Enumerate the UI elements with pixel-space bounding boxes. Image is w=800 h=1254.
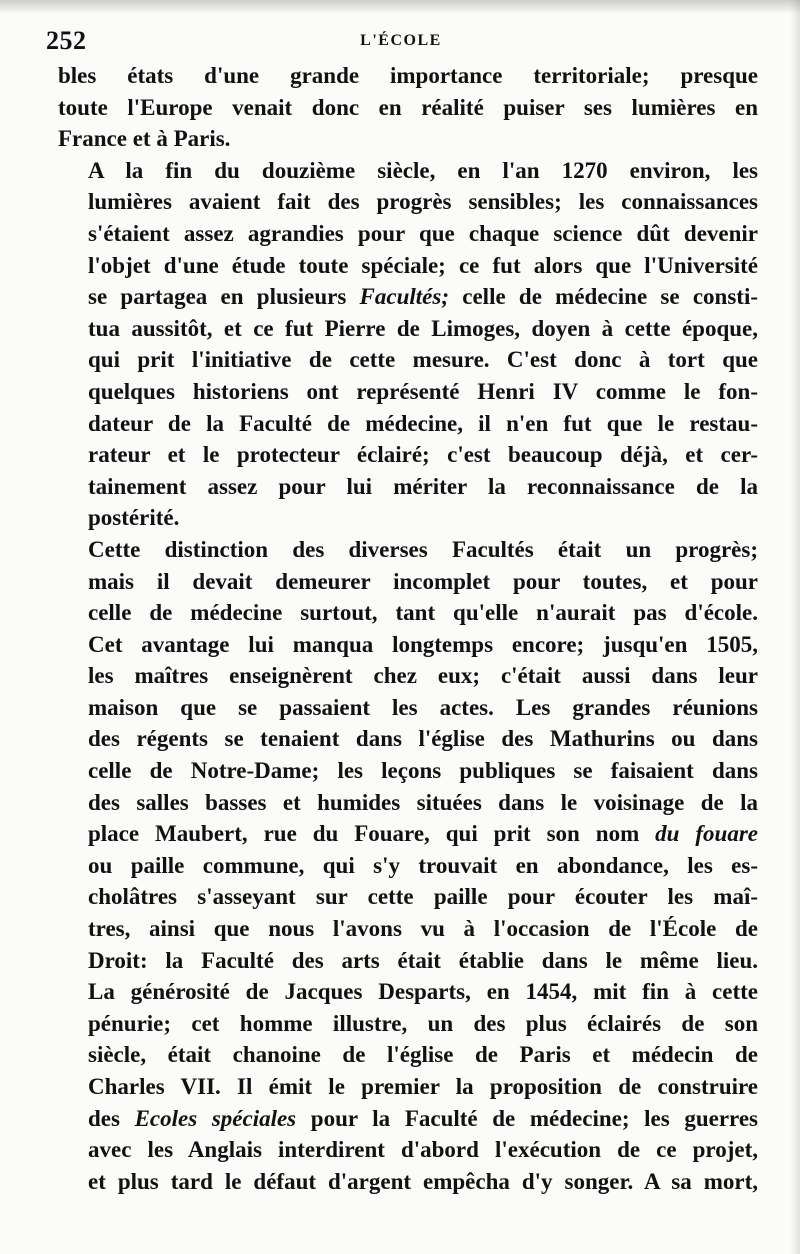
text-run: l'objet d'une étude toute spéciale; ce fut alors que l'Université [88, 252, 758, 278]
text-run: pénurie; cet homme illustre, un des plus éclairés de son [88, 1010, 758, 1036]
text-line [58, 534, 758, 566]
text-line [58, 1071, 758, 1103]
body-text [58, 60, 758, 1197]
text-run: Charles VII. Il émit le premier la proposition de construire [88, 1074, 758, 1099]
text-run: les maîtres enseignèrent chez eux; c'était aussi dans leur [88, 663, 758, 689]
text-run: cholâtres s'asseyant sur cette paille pour écouter les maî- [88, 884, 758, 910]
page-header [46, 24, 756, 64]
text-line [58, 123, 758, 155]
text-run: Cet avantage lui manqua longtemps encore; jusqu'en 1505, [88, 631, 758, 657]
text-line [58, 1166, 758, 1198]
text-line [58, 629, 758, 661]
text-line [58, 1134, 758, 1166]
text-line [58, 408, 758, 440]
text-run: A la fin du douzième siècle, en l'an 1270 environ, les [88, 157, 758, 183]
text-line [58, 660, 758, 692]
text-run: maison que se passaient les actes. Les grandes réunions [88, 694, 758, 720]
text-line [58, 376, 758, 408]
text-run: celle de médecine se consti- [449, 284, 758, 310]
paragraph [58, 155, 758, 534]
text-run: dateur de la Faculté de médecine, il n'en fut que le restau- [88, 410, 758, 436]
page-edge-shadow [0, 0, 800, 14]
text-run: Cette distinction des diverses Facultés était un progrès; [88, 536, 758, 562]
text-line [58, 155, 758, 187]
paragraph [58, 60, 758, 155]
text-line [58, 313, 758, 345]
text-line [58, 566, 758, 598]
text-run: quelques historiens ont représenté Henri IV comme le fon- [88, 378, 758, 404]
text-line [58, 250, 758, 282]
text-line [58, 1008, 758, 1040]
text-line [58, 218, 758, 250]
text-line [58, 471, 758, 503]
text-run: des régents se tenaient dans l'église des Mathurins ou dans [88, 726, 758, 752]
italic-text: du fouare [655, 821, 758, 847]
text-run: place Maubert, rue du Fouare, qui prit son nom [88, 821, 656, 847]
text-line [58, 1039, 758, 1071]
page-number: 252 [46, 26, 87, 55]
text-run: se partagea en plusieurs [88, 284, 360, 310]
text-line [58, 787, 758, 819]
text-run: La générosité de Jacques Desparts, en 1454, mit fin à cette [88, 979, 758, 1005]
text-line [58, 755, 758, 787]
text-line [58, 281, 758, 313]
text-line [58, 723, 758, 755]
text-line [58, 60, 758, 92]
text-line [58, 344, 758, 376]
text-run: postérité. [88, 505, 180, 531]
page-edge-shadow-right [790, 0, 800, 1254]
text-line [58, 881, 758, 913]
text-line [58, 850, 758, 882]
text-run: tres, ainsi que nous l'avons vu à l'occasion de l'École de [88, 916, 758, 942]
text-run: toute l'Europe venait donc en réalité puiser ses lumières en [58, 94, 758, 120]
text-run: celle de médecine surtout, tant qu'elle n'aurait pas d'école. [88, 600, 758, 626]
text-run: pour la Faculté de médecine; les guerres [296, 1105, 758, 1131]
text-run: mais il devait demeurer incomplet pour toutes, et pour [88, 568, 758, 594]
text-run: Droit: la Faculté des arts était établie dans le même lieu. [88, 947, 758, 973]
text-line [58, 692, 758, 724]
italic-text: Ecoles spéciales [134, 1105, 297, 1131]
text-line [58, 186, 758, 218]
text-line [58, 976, 758, 1008]
text-run: ou paille commune, qui s'y trouvait en abondance, les es- [88, 852, 758, 878]
text-run: France et à Paris. [58, 126, 231, 152]
text-run: celle de Notre-Dame; les leçons publiques se faisaient dans [88, 758, 758, 784]
running-head: L'ÉCOLE [360, 32, 442, 49]
text-line [58, 597, 758, 629]
text-run: tainement assez pour lui mériter la reconnaissance de la [88, 473, 758, 499]
text-run: rateur et le protecteur éclairé; c'est beaucoup déjà, et cer- [88, 442, 758, 468]
text-line [58, 1103, 758, 1135]
italic-text: Facultés; [359, 284, 449, 310]
text-run: et plus tard le défaut d'argent empêcha d'y songer. A sa mort, [88, 1168, 758, 1194]
text-line [58, 502, 758, 534]
text-run: tua aussitôt, et ce fut Pierre de Limoges, doyen à cette époque, [88, 315, 758, 341]
text-run: siècle, était chanoine de l'église de Paris et médecin de [88, 1042, 758, 1068]
text-line [58, 92, 758, 124]
text-line [58, 818, 758, 850]
text-run: s'étaient assez agrandies pour que chaque science dût devenir [88, 220, 758, 246]
text-run: qui prit l'initiative de cette mesure. C'est donc à tort que [88, 347, 758, 373]
text-run: des [88, 1105, 135, 1131]
text-run: bles états d'une grande importance territoriale; presque [58, 63, 758, 88]
text-line [58, 913, 758, 945]
text-line [58, 439, 758, 471]
text-run: lumières avaient fait des progrès sensibles; les connaissances [88, 189, 758, 215]
text-line [58, 945, 758, 977]
text-run: avec les Anglais interdirent d'abord l'exécution de ce projet, [88, 1137, 758, 1163]
text-run: des salles basses et humides situées dans le voisinage de la [88, 789, 758, 815]
paragraph [58, 534, 758, 1197]
